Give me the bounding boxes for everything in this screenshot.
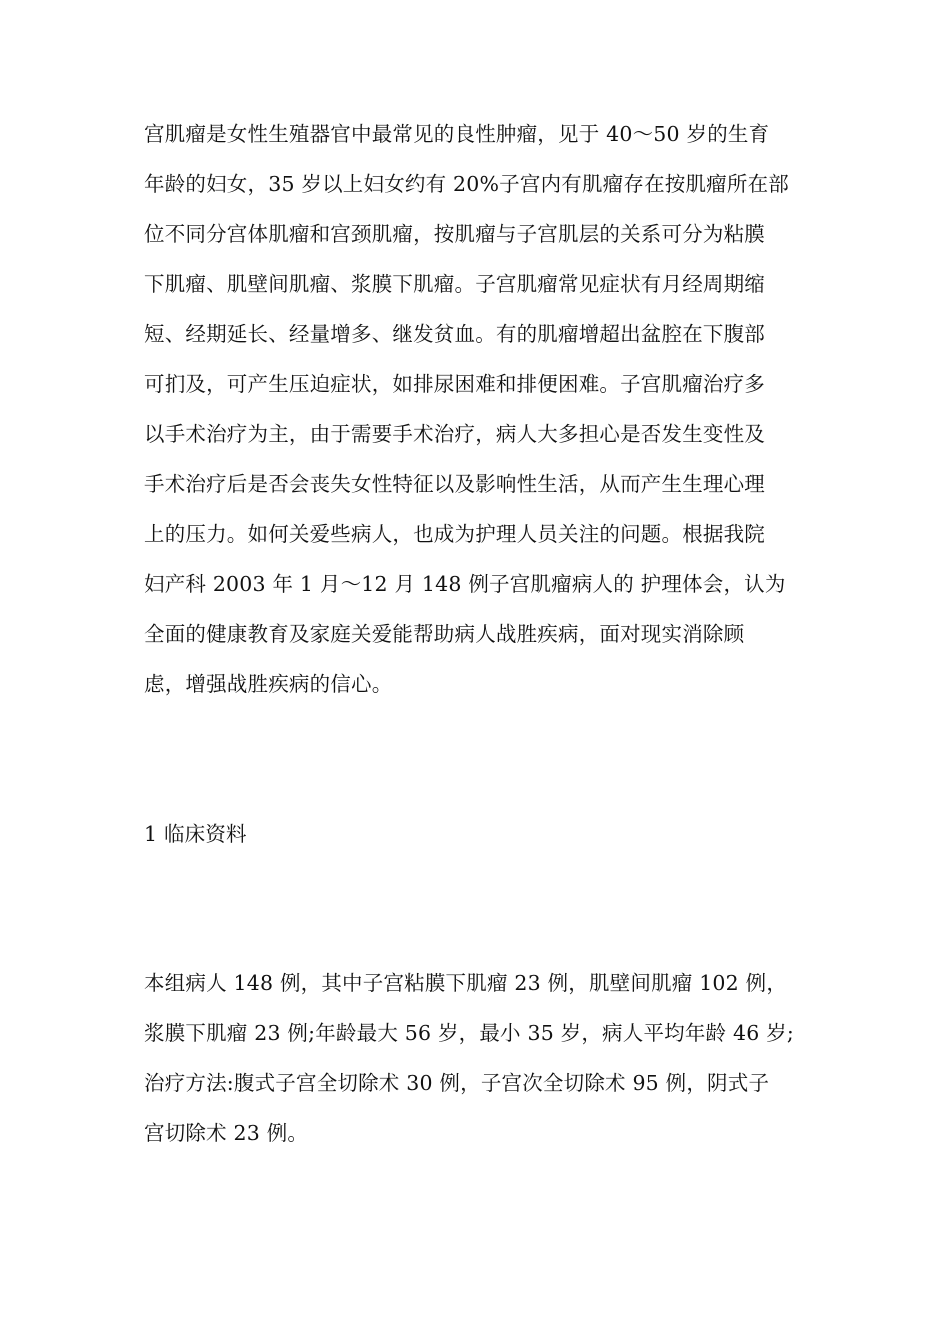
section-line: 本组病人 148 例，其中子宫粘膜下肌瘤 23 例，肌壁间肌瘤 102 例，: [144, 971, 788, 995]
section-line: 浆膜下肌瘤 23 例;年龄最大 56 岁，最小 35 岁，病人平均年龄 46 岁;: [144, 1021, 794, 1045]
section-line: 宫切除术 23 例。: [144, 1121, 309, 1145]
intro-line: 全面的健康教育及家庭关爱能帮助病人战胜疾病，面对现实消除顾: [144, 622, 745, 646]
intro-line: 手术治疗后是否会丧失女性特征以及影响性生活，从而产生生理心理: [144, 472, 765, 496]
intro-line: 虑，增强战胜疾病的信心。: [144, 672, 393, 696]
section-heading: 1 临床资料: [144, 822, 247, 846]
intro-line: 上的压力。如何关爱些病人，也成为护理人员关注的问题。根据我院: [144, 522, 765, 546]
intro-line: 可扪及，可产生压迫症状，如排尿困难和排便困难。子宫肌瘤治疗多: [144, 372, 765, 396]
intro-line: 以手术治疗为主，由于需要手术治疗，病人大多担心是否发生变性及: [144, 422, 765, 446]
intro-line: 短、经期延长、经量增多、继发贫血。有的肌瘤增超出盆腔在下腹部: [144, 322, 765, 346]
section-line: 治疗方法:腹式子宫全切除术 30 例，子宫次全切除术 95 例，阴式子: [144, 1071, 770, 1095]
intro-line: 下肌瘤、肌壁间肌瘤、浆膜下肌瘤。子宫肌瘤常见症状有月经周期缩: [144, 272, 765, 296]
intro-line: 妇产科 2003 年 1 月～12 月 148 例子宫肌瘤病人的 护理体会，认为: [144, 572, 786, 596]
intro-line: 位不同分宫体肌瘤和宫颈肌瘤，按肌瘤与子宫肌层的关系可分为粘膜: [144, 222, 765, 246]
intro-line: 宫肌瘤是女性生殖器官中最常见的良性肿瘤，见于 40～50 岁的生育: [144, 122, 770, 146]
intro-line: 年龄的妇女，35 岁以上妇女约有 20%子宫内有肌瘤存在按肌瘤所在部: [144, 172, 789, 196]
